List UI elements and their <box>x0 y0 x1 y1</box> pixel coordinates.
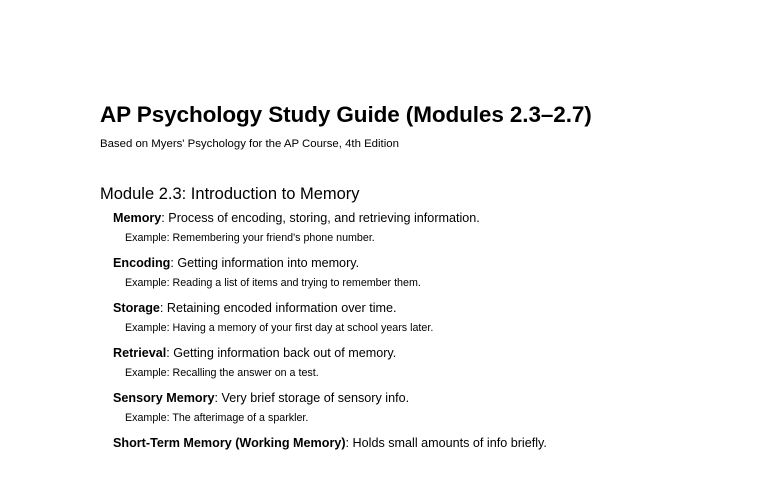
term-definition-line <box>113 209 480 227</box>
term-definition: : Getting information back out of memory. <box>166 346 397 360</box>
term-example: Example: Remembering your friend's phone number. <box>125 232 375 244</box>
document-subtitle: Based on Myers' Psychology for the AP Course, 4th Edition <box>100 138 399 150</box>
term-name: Short-Term Memory (Working Memory) <box>113 436 346 450</box>
term-definition: : Retaining encoded information over time. <box>159 301 397 315</box>
term-definition: : Process of encoding, storing, and retrieving information. <box>161 211 480 225</box>
term-name: Sensory Memory <box>113 391 215 405</box>
term-name: Storage <box>113 301 160 315</box>
term-definition-line <box>113 254 359 272</box>
term-name: Retrieval <box>113 346 167 360</box>
term-example: Example: Reading a list of items and trying to remember them. <box>125 277 421 289</box>
term-definition-line <box>113 344 396 362</box>
term-example: Example: The afterimage of a sparkler. <box>125 412 309 424</box>
term-definition: : Holds small amounts of info briefly. <box>345 436 547 450</box>
term-definition-line <box>113 299 397 317</box>
term-definition: : Getting information into memory. <box>170 256 360 270</box>
term-definition-line <box>113 389 409 407</box>
term-example: Example: Having a memory of your first day at school years later. <box>125 322 434 334</box>
module-heading: Module 2.3: Introduction to Memory <box>100 185 360 203</box>
term-definition-line <box>113 434 547 452</box>
term-example: Example: Recalling the answer on a test. <box>125 367 319 379</box>
term-name: Encoding <box>113 256 171 270</box>
term-definition: : Very brief storage of sensory info. <box>214 391 410 405</box>
term-name: Memory <box>113 211 162 225</box>
document-title: AP Psychology Study Guide (Modules 2.3–2.7) <box>100 102 592 127</box>
